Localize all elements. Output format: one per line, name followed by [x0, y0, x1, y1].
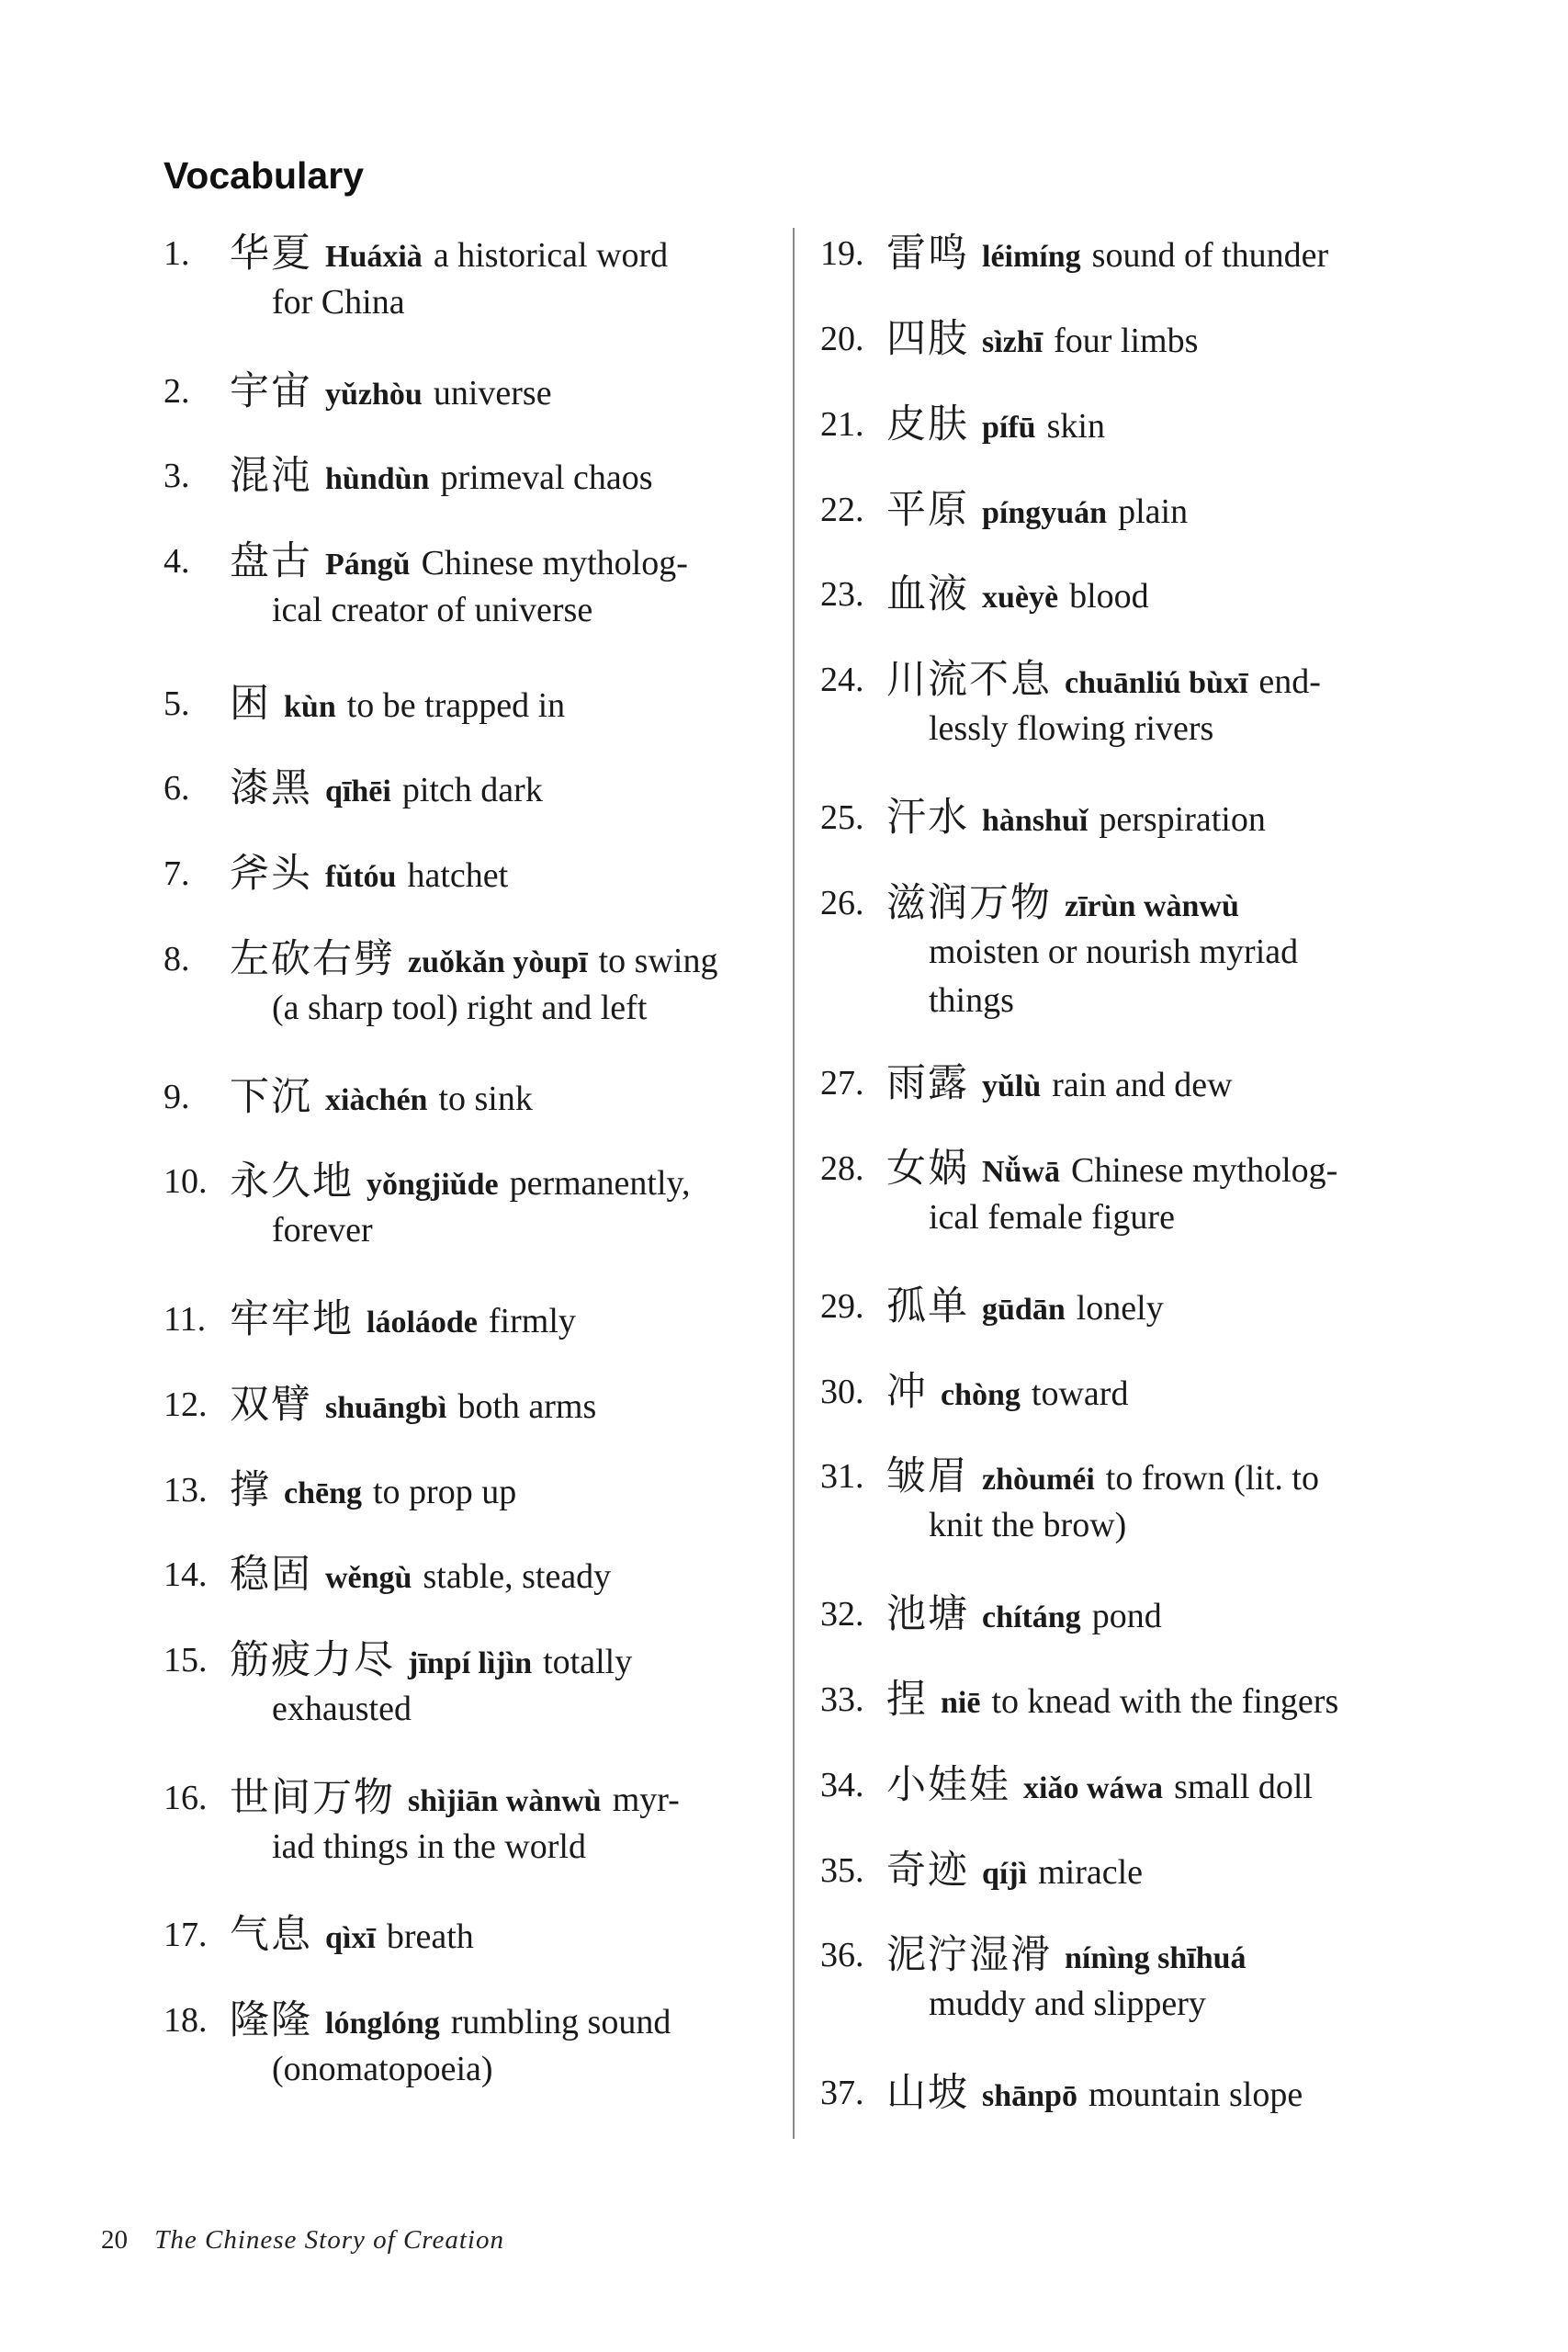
section-heading: Vocabulary	[164, 154, 364, 197]
definition: myr-	[612, 1781, 680, 1819]
chinese-term: 筋疲力尽	[230, 1639, 395, 1682]
chinese-term: 小娃娃	[886, 1764, 1010, 1807]
pinyin: gūdān	[982, 1293, 1066, 1327]
entry-body	[886, 2069, 1303, 2120]
pinyin: zhòuméi	[982, 1463, 1095, 1497]
entry-body	[886, 1453, 1319, 1504]
pinyin: Pángǔ	[325, 548, 411, 582]
entry-number: 16.	[164, 1779, 208, 1817]
entry-number: 30.	[820, 1373, 864, 1411]
definition: firmly	[488, 1302, 576, 1340]
chinese-term: 雨露	[886, 1062, 969, 1105]
pinyin: shìjiān wànwù	[408, 1784, 602, 1818]
pinyin: lónglóng	[325, 2007, 440, 2041]
pinyin: niē	[941, 1686, 981, 1720]
chinese-term: 血液	[886, 573, 969, 616]
chinese-term: 双臂	[230, 1384, 312, 1427]
pinyin: fǔtóu	[325, 860, 397, 894]
definition: to swing	[598, 942, 718, 980]
entry-body	[230, 1774, 680, 1826]
pinyin: jīnpí lìjìn	[408, 1646, 533, 1680]
definition: both arms	[457, 1387, 597, 1426]
entry-number: 17.	[164, 1916, 208, 1954]
chinese-term: 下沉	[230, 1076, 312, 1119]
entry-number: 28.	[820, 1149, 864, 1188]
pinyin: qíjì	[982, 1857, 1028, 1891]
pinyin: qīhēi	[325, 775, 391, 808]
chinese-term: 雷鸣	[886, 232, 969, 276]
running-title: The Chinese Story of Creation	[154, 2225, 504, 2255]
pinyin: xiàchén	[325, 1083, 428, 1117]
entry-body	[230, 1295, 576, 1347]
definition: sound of thunder	[1091, 236, 1329, 275]
entry-number: 31.	[820, 1457, 864, 1496]
entry-body	[230, 1636, 632, 1688]
definition-continued: muddy and slippery	[929, 1984, 1206, 2023]
definition: plain	[1118, 492, 1189, 531]
definition: breath	[386, 1917, 474, 1956]
pinyin: chòng	[941, 1378, 1021, 1412]
entry-number: 14.	[164, 1555, 208, 1594]
pinyin: Huáxià	[325, 240, 423, 274]
entry-number: 10.	[164, 1162, 208, 1201]
entry-body	[230, 1073, 533, 1125]
definition: lonely	[1076, 1289, 1164, 1328]
definition: permanently,	[509, 1164, 691, 1203]
definition-continued: ical creator of universe	[272, 591, 593, 629]
entry-body	[886, 1368, 1128, 1419]
page-number: 20	[101, 2225, 128, 2255]
entry-body	[886, 1847, 1143, 1898]
definition: universe	[433, 374, 552, 413]
page-footer	[101, 2225, 504, 2256]
chinese-term: 漆黑	[230, 767, 312, 810]
chinese-term: 奇迹	[886, 1849, 969, 1893]
pinyin: shuāngbì	[325, 1391, 447, 1425]
entry-body	[886, 1059, 1233, 1111]
chinese-term: 宇宙	[230, 370, 312, 413]
entry-body	[886, 1761, 1313, 1813]
entry-body	[886, 1283, 1164, 1334]
pinyin: sìzhī	[982, 325, 1043, 359]
entry-body	[230, 1158, 691, 1209]
entry-body	[886, 1590, 1162, 1642]
chinese-term: 泥泞湿滑	[886, 1934, 1052, 1977]
entry-number: 21.	[820, 405, 864, 444]
pinyin: qìxī	[325, 1921, 376, 1955]
entry-body	[886, 486, 1188, 537]
definition: to be trapped in	[346, 686, 566, 725]
entry-body	[886, 315, 1198, 367]
pinyin: yǔlù	[982, 1069, 1042, 1103]
entry-body	[230, 452, 653, 503]
entry-number: 1.	[164, 234, 190, 273]
definition-continued: moisten or nourish myriad	[929, 933, 1299, 971]
definition-continued: knit the brow)	[929, 1506, 1127, 1544]
entry-number: 29.	[820, 1287, 864, 1326]
entry-number: 37.	[820, 2074, 864, 2112]
definition: rumbling sound	[450, 2003, 671, 2041]
definition-continued: for China	[272, 283, 405, 322]
definition: hatchet	[407, 856, 509, 895]
entry-number: 3.	[164, 457, 190, 495]
pinyin: léimíng	[982, 240, 1081, 274]
definition-continued: iad things in the world	[272, 1827, 586, 1866]
chinese-term: 滋润万物	[886, 882, 1052, 925]
chinese-term: 斧头	[230, 853, 312, 896]
column-divider	[793, 228, 795, 2139]
pinyin: Nǚwā	[982, 1155, 1061, 1189]
entry-number: 36.	[820, 1936, 864, 1974]
chinese-term: 牢牢地	[230, 1298, 354, 1341]
entry-number: 9.	[164, 1078, 190, 1116]
chinese-term: 混沌	[230, 455, 312, 498]
definition: Chinese mytholog-	[1071, 1151, 1338, 1190]
definition: pond	[1091, 1597, 1162, 1635]
entry-number: 18.	[164, 2001, 208, 2040]
chinese-term: 女娲	[886, 1148, 969, 1191]
chinese-term: 汗水	[886, 797, 969, 840]
entry-number: 20.	[820, 320, 864, 358]
chinese-term: 皱眉	[886, 1455, 969, 1498]
pinyin: chuānliú bùxī	[1065, 666, 1248, 700]
entry-body	[230, 1381, 596, 1432]
definition: totally	[543, 1643, 633, 1681]
entry-number: 4.	[164, 542, 190, 581]
chinese-term: 皮肤	[886, 403, 969, 447]
chinese-term: 困	[230, 683, 271, 726]
pinyin: kùn	[284, 690, 336, 724]
entry-number: 25.	[820, 798, 864, 837]
definition-continued: ical female figure	[929, 1198, 1175, 1237]
entry-body	[886, 1931, 1258, 1983]
pinyin: shānpō	[982, 2079, 1077, 2113]
definition: rain and dew	[1052, 1066, 1233, 1104]
definition-continued: things	[929, 981, 1014, 1020]
chinese-term: 冲	[886, 1371, 928, 1414]
entry-body	[886, 1676, 1338, 1727]
pinyin: chēng	[284, 1476, 362, 1510]
chinese-term: 池塘	[886, 1593, 969, 1636]
chinese-term: 左砍右劈	[230, 938, 395, 981]
entry-number: 27.	[820, 1064, 864, 1102]
definition: small doll	[1174, 1768, 1314, 1806]
chinese-term: 四肢	[886, 318, 969, 361]
chinese-term: 永久地	[230, 1160, 354, 1204]
entry-body	[230, 764, 543, 816]
pinyin: zīrùn wànwù	[1065, 889, 1239, 923]
entry-body	[886, 571, 1149, 622]
chinese-term: 隆隆	[230, 1999, 312, 2042]
chinese-term: 孤单	[886, 1285, 969, 1329]
entry-number: 15.	[164, 1641, 208, 1679]
definition: toward	[1031, 1374, 1129, 1413]
entry-body	[886, 656, 1321, 707]
chinese-term: 撑	[230, 1469, 271, 1512]
definition: primeval chaos	[440, 458, 653, 497]
entry-number: 6.	[164, 769, 190, 808]
entry-body	[230, 935, 717, 987]
entry-number: 12.	[164, 1385, 208, 1424]
entry-body	[230, 537, 688, 589]
pinyin: láoláode	[367, 1306, 478, 1340]
entry-body	[886, 1145, 1337, 1196]
entry-number: 24.	[820, 661, 864, 699]
entry-body	[230, 368, 552, 419]
entry-number: 32.	[820, 1595, 864, 1634]
entry-number: 33.	[820, 1680, 864, 1719]
entry-number: 13.	[164, 1471, 208, 1510]
pinyin: chítáng	[982, 1600, 1081, 1634]
entry-number: 19.	[820, 234, 864, 273]
pinyin: xiǎo wáwa	[1023, 1771, 1164, 1805]
entry-number: 23.	[820, 575, 864, 614]
definition: to frown (lit. to	[1105, 1459, 1319, 1498]
chinese-term: 川流不息	[886, 659, 1052, 702]
entry-number: 35.	[820, 1851, 864, 1890]
entry-body	[886, 401, 1105, 452]
definition: to sink	[438, 1080, 533, 1118]
definition-continued: exhausted	[272, 1690, 412, 1728]
entry-number: 2.	[164, 372, 190, 411]
definition: to prop up	[373, 1473, 517, 1511]
entry-number: 34.	[820, 1766, 864, 1804]
chinese-term: 稳固	[230, 1554, 312, 1597]
entry-number: 8.	[164, 940, 190, 978]
definition-continued: (a sharp tool) right and left	[272, 989, 648, 1027]
chinese-term: 华夏	[230, 232, 312, 276]
entry-number: 26.	[820, 884, 864, 922]
entry-body	[886, 230, 1328, 281]
pinyin: hùndùn	[325, 462, 430, 496]
definition: pitch dark	[401, 771, 543, 809]
definition: miracle	[1038, 1853, 1144, 1892]
pinyin: hànshuǐ	[982, 804, 1089, 838]
chinese-term: 气息	[230, 1914, 312, 1957]
pinyin: xuèyè	[982, 581, 1059, 615]
entry-body	[230, 850, 508, 901]
pinyin: yǒngjiǔde	[367, 1168, 499, 1202]
entry-body	[230, 230, 668, 281]
definition: end-	[1258, 662, 1321, 701]
entry-number: 7.	[164, 854, 190, 893]
definition: mountain slope	[1088, 2075, 1303, 2114]
chinese-term: 平原	[886, 489, 969, 532]
entry-number: 5.	[164, 684, 190, 723]
chinese-term: 世间万物	[230, 1777, 395, 1820]
pinyin: pífū	[982, 411, 1036, 445]
definition: four limbs	[1054, 322, 1199, 360]
entry-body	[230, 1551, 611, 1602]
pinyin: wěngù	[325, 1561, 412, 1595]
definition: blood	[1069, 577, 1149, 616]
pinyin: zuǒkǎn yòupī	[408, 945, 588, 979]
definition-continued: forever	[272, 1211, 373, 1250]
entry-body	[230, 1996, 671, 2048]
pinyin: píngyuán	[982, 496, 1108, 530]
entry-body	[886, 794, 1266, 845]
definition-continued: lessly flowing rivers	[929, 709, 1214, 748]
pinyin: nínìng shīhuá	[1065, 1941, 1247, 1975]
chinese-term: 盘古	[230, 540, 312, 583]
pinyin: yǔzhòu	[325, 378, 423, 412]
entry-body	[230, 680, 565, 731]
entry-number: 22.	[820, 491, 864, 529]
entry-body	[230, 1911, 474, 1962]
entry-body	[886, 879, 1250, 931]
chinese-term: 捏	[886, 1679, 928, 1722]
definition: a historical word	[433, 236, 669, 275]
definition: to knead with the fingers	[991, 1682, 1339, 1721]
entry-number: 11.	[164, 1300, 207, 1339]
definition-continued: (onomatopoeia)	[272, 2050, 493, 2088]
definition: perspiration	[1099, 800, 1266, 839]
chinese-term: 山坡	[886, 2072, 969, 2115]
definition: Chinese mytholog-	[421, 544, 688, 582]
entry-body	[230, 1466, 516, 1518]
definition: stable, steady	[423, 1557, 612, 1596]
definition: skin	[1046, 407, 1105, 446]
